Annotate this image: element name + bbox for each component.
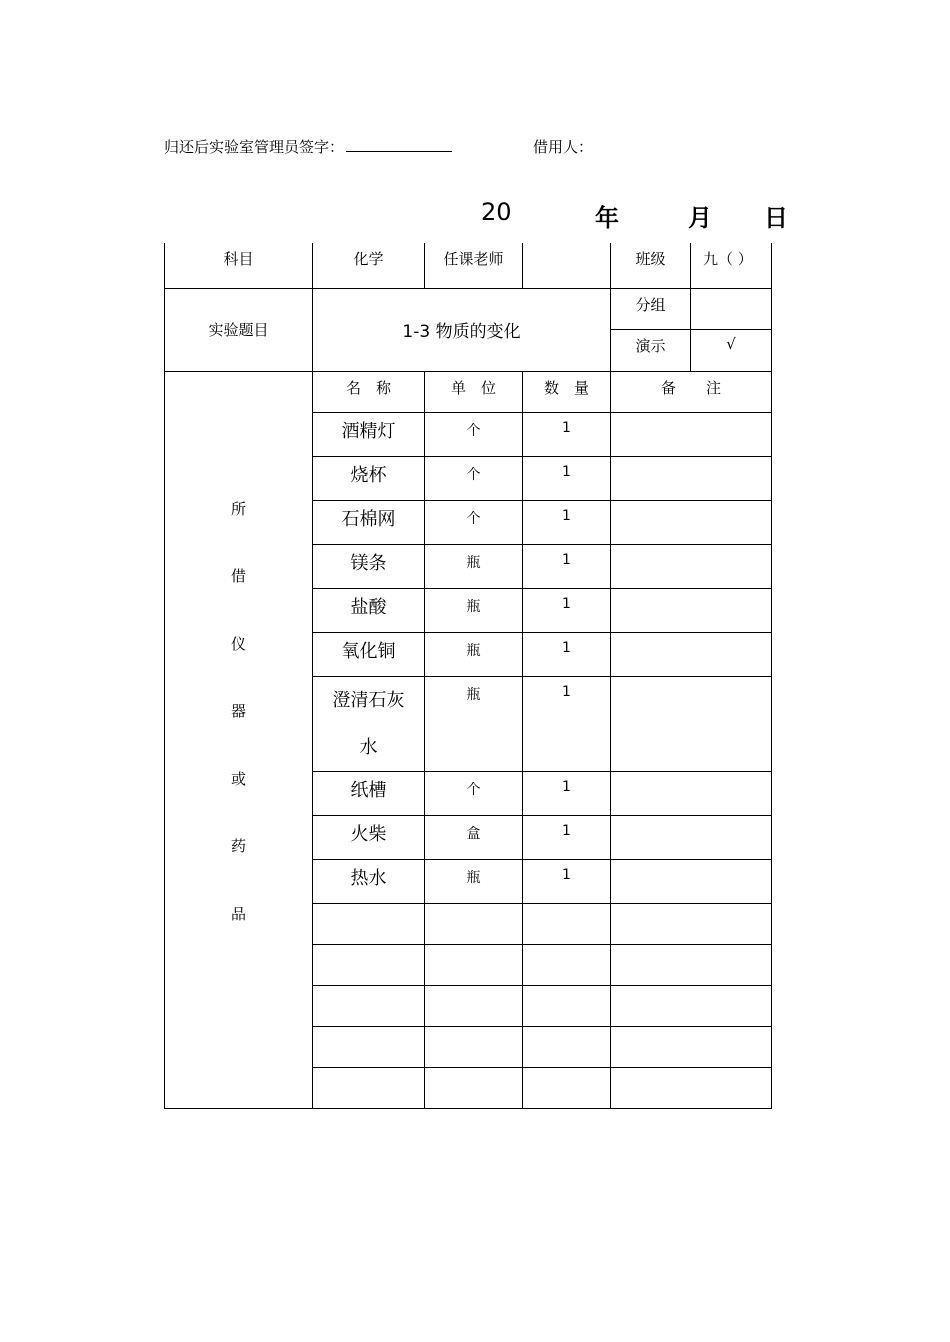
item-note[interactable]: [611, 588, 772, 632]
admin-signature: [164, 136, 452, 157]
item-qty: 1: [523, 859, 611, 903]
side-char: 品: [230, 904, 246, 923]
item-name: 氧化铜: [313, 632, 425, 676]
item-qty: 1: [523, 815, 611, 859]
item-unit: 瓶: [425, 676, 523, 771]
group-value[interactable]: [691, 288, 772, 329]
empty-cell[interactable]: [611, 1067, 772, 1108]
demo-value[interactable]: √: [691, 329, 772, 371]
item-unit: 个: [425, 412, 523, 456]
empty-cell[interactable]: [313, 1067, 425, 1108]
empty-cell[interactable]: [611, 1026, 772, 1067]
item-qty: 1: [523, 500, 611, 544]
item-qty: 1: [523, 771, 611, 815]
col-header-qty: 数 量: [523, 371, 611, 412]
item-note[interactable]: [611, 859, 772, 903]
item-qty: 1: [523, 456, 611, 500]
col-header-note: 备 注: [611, 371, 772, 412]
empty-cell[interactable]: [611, 944, 772, 985]
empty-cell[interactable]: [425, 903, 523, 944]
group-label: 分组: [611, 288, 691, 329]
item-name: 镁条: [313, 544, 425, 588]
item-note[interactable]: [611, 676, 772, 771]
empty-cell[interactable]: [425, 1067, 523, 1108]
item-note[interactable]: [611, 632, 772, 676]
item-note[interactable]: [611, 412, 772, 456]
item-note[interactable]: [611, 544, 772, 588]
item-qty: 1: [523, 676, 611, 771]
item-unit: 个: [425, 456, 523, 500]
empty-cell[interactable]: [523, 944, 611, 985]
class-label: 班级: [611, 243, 691, 288]
item-qty: 1: [523, 412, 611, 456]
item-unit: 瓶: [425, 544, 523, 588]
col-header-name: 名 称: [313, 371, 425, 412]
empty-cell[interactable]: [523, 1026, 611, 1067]
item-name: 石棉网: [313, 500, 425, 544]
teacher-value[interactable]: [523, 243, 611, 288]
subject-label: 科目: [165, 243, 313, 288]
item-unit: 个: [425, 771, 523, 815]
empty-cell[interactable]: [313, 985, 425, 1026]
item-unit: 瓶: [425, 588, 523, 632]
item-note[interactable]: [611, 771, 772, 815]
item-name: 烧杯: [313, 456, 425, 500]
subject-value: 化学: [313, 243, 425, 288]
item-note[interactable]: [611, 456, 772, 500]
item-qty: 1: [523, 588, 611, 632]
item-name: 盐酸: [313, 588, 425, 632]
teacher-label: 任课老师: [425, 243, 523, 288]
item-unit: 个: [425, 500, 523, 544]
item-qty: 1: [523, 544, 611, 588]
side-char: 借: [230, 567, 246, 585]
borrow-form-table: [164, 243, 772, 1109]
borrower-label: 借用人：: [533, 138, 594, 156]
side-char: 或: [230, 769, 246, 788]
empty-cell[interactable]: [611, 985, 772, 1026]
date-month-label: 月: [688, 204, 712, 232]
empty-cell[interactable]: [425, 944, 523, 985]
empty-cell[interactable]: [611, 903, 772, 944]
date-day-label: 日: [764, 204, 788, 232]
item-unit: 盒: [425, 815, 523, 859]
admin-sign-label: 归还后实验室管理员签字：: [164, 138, 345, 156]
experiment-value: 1-3 物质的变化: [313, 288, 611, 371]
class-value[interactable]: 九（ ）: [691, 243, 772, 288]
item-name: 酒精灯: [313, 412, 425, 456]
item-unit: 瓶: [425, 859, 523, 903]
empty-cell[interactable]: [523, 903, 611, 944]
items-side-label: [165, 371, 313, 1108]
side-char: 器: [230, 702, 246, 720]
empty-cell[interactable]: [425, 985, 523, 1026]
item-note[interactable]: [611, 500, 772, 544]
empty-cell[interactable]: [313, 903, 425, 944]
empty-cell[interactable]: [425, 1026, 523, 1067]
item-name: 热水: [313, 859, 425, 903]
side-char: 所: [230, 499, 246, 518]
item-name: 澄清石灰水: [313, 676, 425, 771]
demo-label: 演示: [611, 329, 691, 371]
item-note[interactable]: [611, 815, 772, 859]
empty-cell[interactable]: [523, 1067, 611, 1108]
date-year-prefix: 20: [481, 198, 512, 226]
experiment-label: 实验题目: [165, 288, 313, 371]
date-year-label: 年: [595, 204, 619, 232]
side-char: 药: [230, 837, 246, 855]
item-name: 纸槽: [313, 771, 425, 815]
col-header-unit: 单 位: [425, 371, 523, 412]
signature-line[interactable]: [346, 139, 452, 152]
empty-cell[interactable]: [313, 1026, 425, 1067]
empty-cell[interactable]: [523, 985, 611, 1026]
item-qty: 1: [523, 632, 611, 676]
empty-cell[interactable]: [313, 944, 425, 985]
side-char: 仪: [230, 634, 246, 653]
item-name: 火柴: [313, 815, 425, 859]
item-unit: 瓶: [425, 632, 523, 676]
